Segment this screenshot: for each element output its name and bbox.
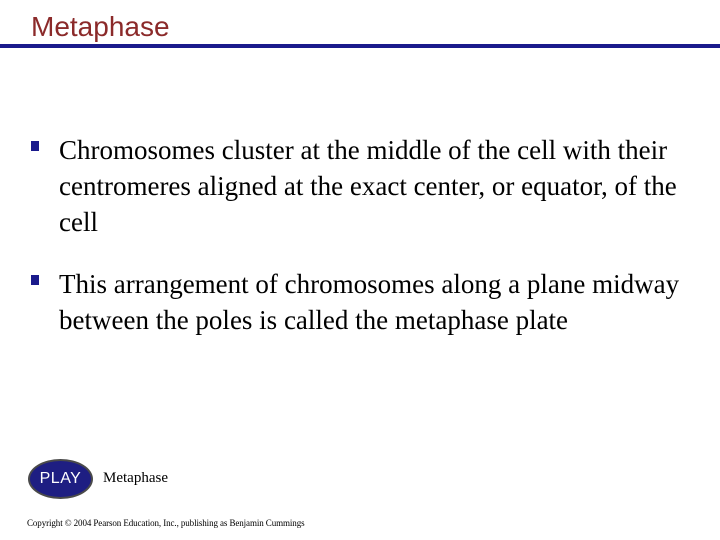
title-divider [0, 44, 720, 48]
bullet-text: Chromosomes cluster at the middle of the cell with their centromeres aligned at the exact center, or equator, of the cell [59, 135, 677, 237]
animation-label: Metaphase [103, 470, 168, 486]
bullet-item [30, 266, 690, 338]
copyright-notice: Copyright © 2004 Pearson Education, Inc., publishing as Benjamin Cummings [27, 518, 305, 528]
square-bullet-icon [30, 274, 40, 286]
square-bullet-icon [30, 140, 40, 152]
play-button-label: PLAY [39, 470, 82, 487]
bullet-text: This arrangement of chromosomes along a plane midway between the poles is called the metaphase plate [59, 269, 680, 335]
bullet-item [30, 132, 690, 240]
play-button[interactable] [28, 459, 93, 499]
bullet-list [30, 132, 690, 364]
page-title: Metaphase [31, 11, 170, 42]
